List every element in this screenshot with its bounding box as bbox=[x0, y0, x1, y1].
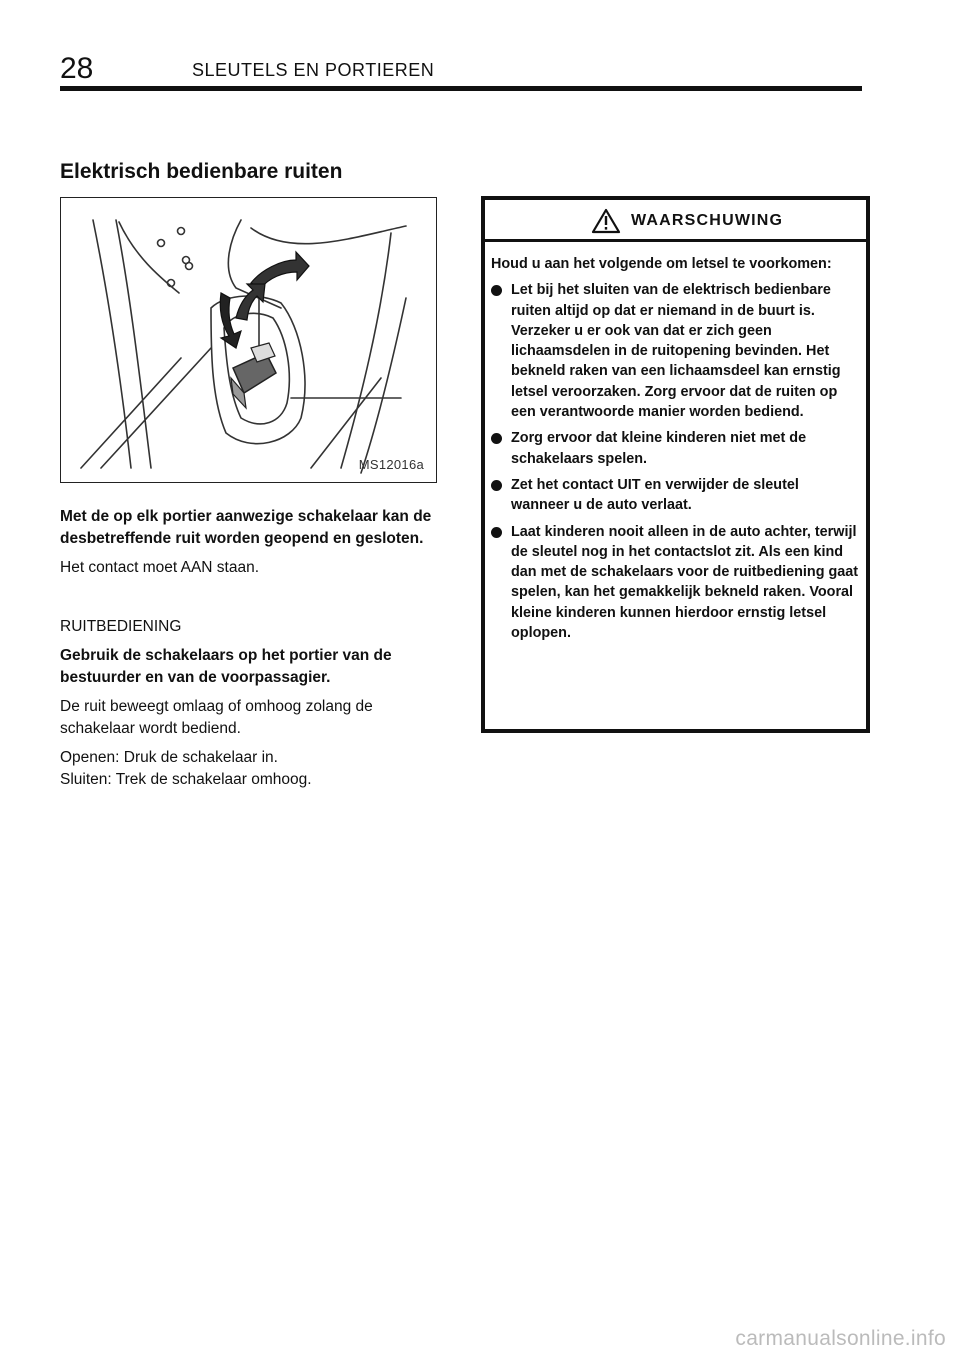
left-column bbox=[60, 506, 440, 798]
bullet-icon bbox=[491, 480, 502, 491]
warning-item bbox=[491, 428, 861, 469]
warning-item-text: Let bij het sluiten van de elektrisch bedienbare ruiten altijd op dat er niemand in de buurt is. Verzeker u er ook van dat er zich geen lichaamsdelen in de ruitopening bevinden. Het bekneld raken van een lichaamsdeel kan ernstig letsel veroorzaken. Zorg ervoor dat de ruiten op een verantwoorde manier worden bediend. bbox=[511, 282, 841, 421]
sub-text-paragraph: De ruit beweegt omlaag of omhoog zolang de schakelaar wordt bediend. bbox=[60, 698, 373, 737]
watermark: carmanualsonline.info bbox=[735, 1327, 946, 1350]
warning-title: WAARSCHUWING bbox=[631, 212, 784, 229]
warning-intro: Houd u aan het volgende om letsel te voorkomen: bbox=[491, 256, 832, 272]
bullet-icon bbox=[491, 433, 502, 444]
warning-item-text: Zet het contact UIT en verwijder de sleutel wanneer u de auto verlaat. bbox=[511, 476, 799, 514]
warning-item-text: Laat kinderen nooit alleen in de auto achter, terwijl de sleutel nog in het contactslot zit. Als een kind dan met de schakelaars voor de ruitbediening gaat spelen, kan het gemakkelijk bekneld raken. Vooral kleine kinderen kunnen hierdoor ernstig letsel oplopen. bbox=[511, 523, 859, 642]
warning-item bbox=[491, 280, 861, 422]
bullet-icon bbox=[491, 527, 502, 538]
close-instruction: Sluiten: Trek de schakelaar omhoog. bbox=[60, 771, 312, 788]
warning-body bbox=[491, 254, 861, 649]
open-instruction: Openen: Druk de schakelaar in. bbox=[60, 749, 278, 766]
sub-bold-paragraph: Gebruik de schakelaars op het portier van de bestuurder en van de voorpassagier. bbox=[60, 647, 392, 686]
page-header bbox=[60, 52, 860, 92]
warning-header bbox=[485, 200, 866, 242]
warning-box bbox=[481, 196, 870, 733]
spacer bbox=[60, 586, 440, 616]
header-rule bbox=[60, 86, 862, 91]
figure-code: MS12016a bbox=[358, 457, 424, 472]
window-switch-illustration bbox=[60, 197, 437, 483]
section-running-title: SLEUTELS EN PORTIEREN bbox=[192, 60, 435, 80]
warning-item bbox=[491, 522, 861, 644]
warning-item-text: Zorg ervoor dat kleine kinderen niet met de schakelaars spelen. bbox=[511, 430, 807, 467]
warning-triangle-icon bbox=[591, 208, 621, 239]
intro-note: Het contact moet AAN staan. bbox=[60, 559, 260, 576]
page-number: 28 bbox=[60, 52, 94, 85]
bullet-icon bbox=[491, 285, 502, 296]
warning-item bbox=[491, 475, 861, 516]
section-title: Elektrisch bedienbare ruiten bbox=[60, 160, 343, 183]
intro-bold-paragraph: Met de op elk portier aanwezige schakelaar kan de desbetreffende ruit worden geopend en gesloten. bbox=[60, 508, 432, 547]
warning-list bbox=[491, 280, 861, 643]
door-switch-drawing bbox=[61, 198, 435, 481]
sub-heading: RUITBEDIENING bbox=[60, 618, 182, 635]
